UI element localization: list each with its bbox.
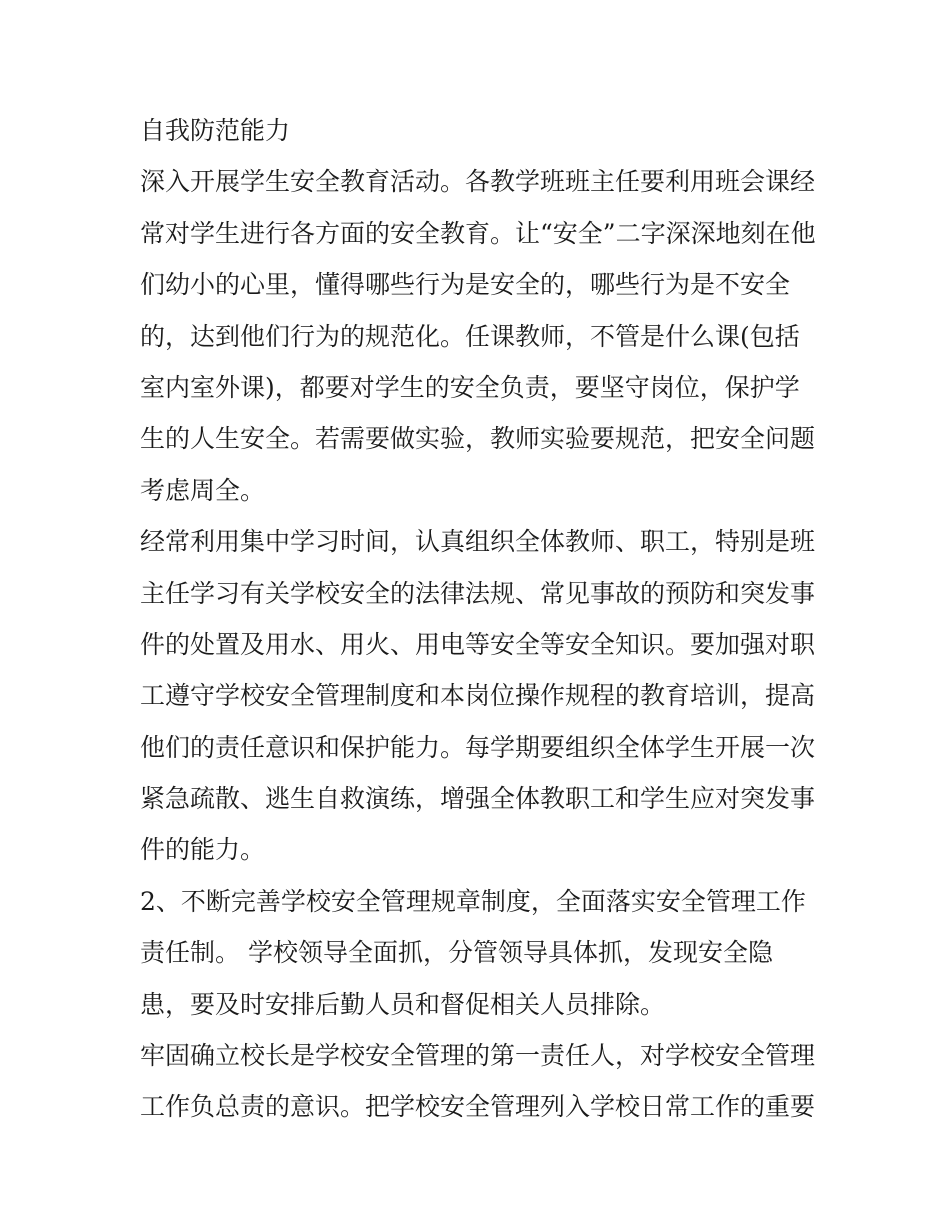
text-line: 件的能力。 <box>140 835 266 865</box>
text-line: 经常利用集中学习时间，认真组织全体教师、职工，特别是班 <box>140 527 816 557</box>
text-line: 们幼小的心里，懂得哪些行为是安全的，哪些行为是不安全 <box>140 270 791 300</box>
text-line: 自我防范能力 <box>140 116 291 145</box>
text-line: 件的处置及用水、用火、用电等安全等安全知识。要加强对职 <box>140 629 816 659</box>
text-line: 考虑周全。 <box>140 475 266 505</box>
text-line: 主任学习有关学校安全的法律法规、常见事故的预防和突发事 <box>140 578 816 608</box>
text-line: 工作负总责的意识。把学校安全管理列入学校日常工作的重要 <box>140 1092 816 1122</box>
text-line: 责任制。 学校领导全面抓，分管领导具体抓，发现安全隐 <box>140 938 773 968</box>
text-line: 他们的责任意识和保护能力。每学期要组织全体学生开展一次 <box>140 732 816 762</box>
text-line: 患，要及时安排后勤人员和督促相关人员排除。 <box>140 989 666 1019</box>
text-line: 常对学生进行各方面的安全教育。让“安全”二字深深地刻在他 <box>140 218 816 248</box>
document-body <box>140 112 820 1140</box>
text-line: 室内室外课)，都要对学生的安全负责，要坚守岗位，保护学 <box>140 372 800 402</box>
text-line: 牢固确立校长是学校安全管理的第一责任人，对学校安全管理 <box>140 1041 816 1071</box>
text-line: 2、不断完善学校安全管理规章制度，全面落实安全管理工作 <box>140 886 806 916</box>
text-line: 工遵守学校安全管理制度和本岗位操作规程的教育培训，提高 <box>140 681 816 711</box>
text-line: 深入开展学生安全教育活动。各教学班班主任要利用班会课经 <box>140 167 816 197</box>
text-line: 生的人生安全。若需要做实验，教师实验要规范，把安全问题 <box>140 424 816 454</box>
text-line: 的，达到他们行为的规范化。任课教师，不管是什么课(包括 <box>140 321 800 351</box>
text-line: 紧急疏散、逃生自救演练，增强全体教职工和学生应对突发事 <box>140 784 816 814</box>
